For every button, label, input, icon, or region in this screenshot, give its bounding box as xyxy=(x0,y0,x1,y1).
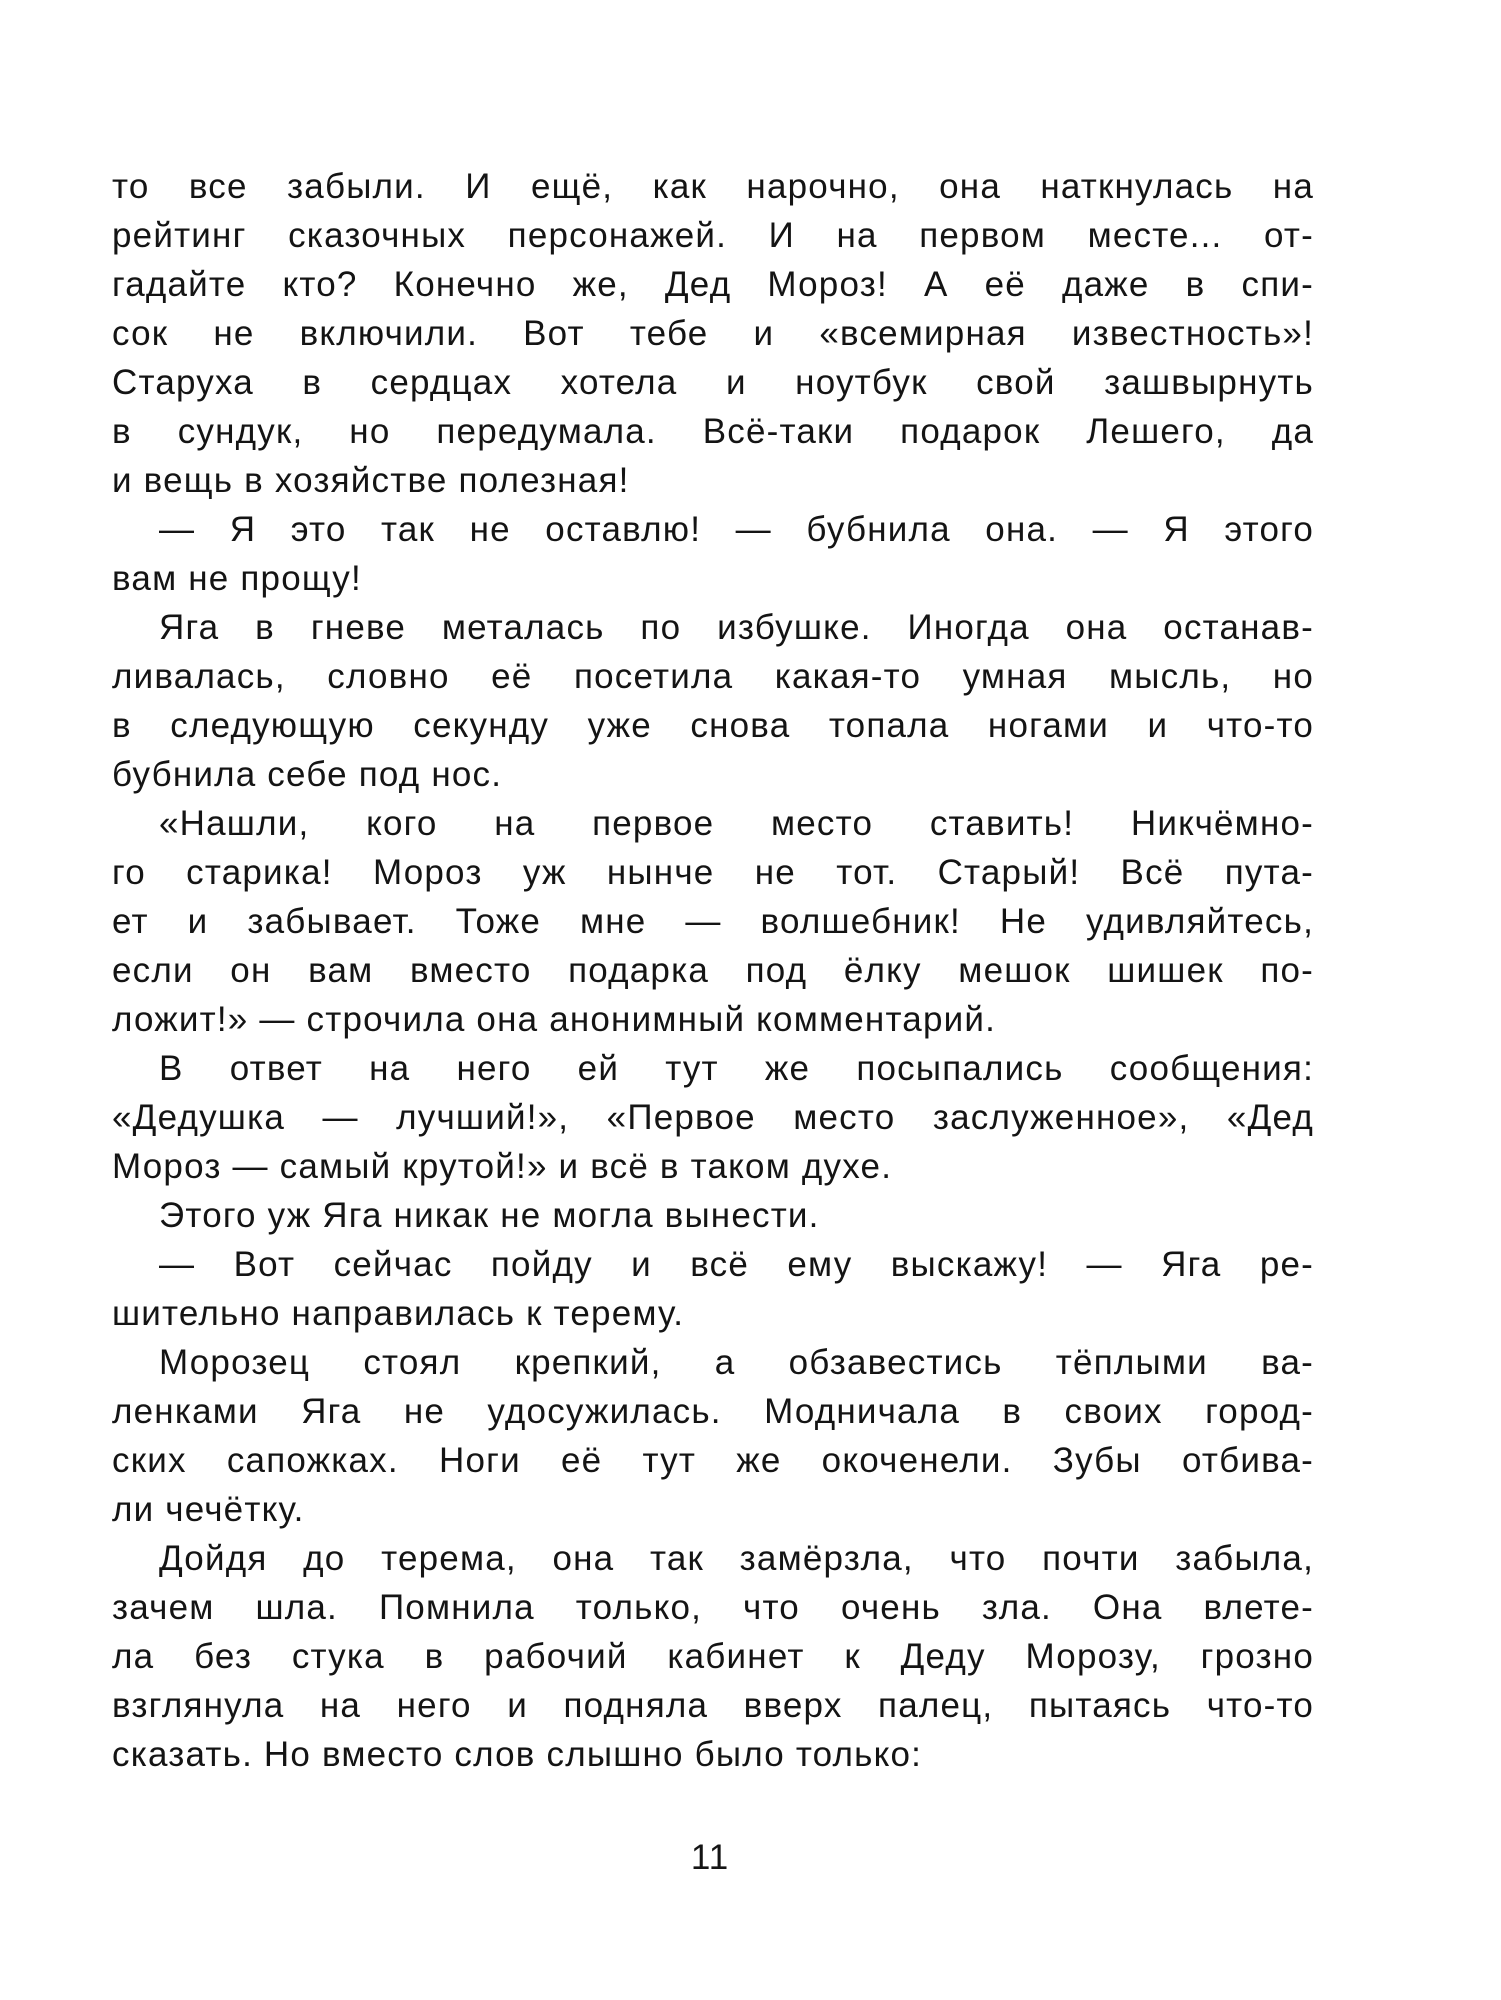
text-line: ливалась, словно её посетила какая-то умная мысль, но xyxy=(112,657,1314,696)
text-line: Мороз — самый крутой!» и всё в таком духе. xyxy=(112,1147,893,1186)
text-line: бубнила себе под нос. xyxy=(112,755,503,794)
text-line: вам не прощу! xyxy=(112,559,362,598)
text-line: сказать. Но вместо слов слышно было только: xyxy=(112,1735,923,1774)
text-line: Яга в гневе металась по избушке. Иногда она останав- xyxy=(159,608,1314,647)
text-line: Этого уж Яга никак не могла вынести. xyxy=(159,1196,820,1235)
paragraph xyxy=(112,505,1314,603)
text-line: то все забыли. И ещё, как нарочно, она наткнулась на xyxy=(112,167,1314,206)
paragraph xyxy=(112,162,1314,505)
text-line: взглянула на него и подняла вверх палец, пытаясь что-то xyxy=(112,1686,1314,1725)
text-line: В ответ на него ей тут же посыпались сообщения: xyxy=(159,1049,1314,1088)
page-number: 11 xyxy=(690,1838,730,1877)
text-line: гадайте кто? Конечно же, Дед Мороз! А её даже в спи- xyxy=(112,265,1314,304)
text-line: — Я это так не оставлю! — бубнила она. — Я этого xyxy=(159,510,1314,549)
paragraph xyxy=(112,1534,1314,1779)
paragraph xyxy=(112,1240,1314,1338)
text-line: рейтинг сказочных персонажей. И на первом месте... от- xyxy=(112,216,1314,255)
text-line: если он вам вместо подарка под ёлку мешок шишек по- xyxy=(112,951,1314,990)
paragraph xyxy=(112,1191,1314,1240)
text-line: шительно направилась к терему. xyxy=(112,1294,685,1333)
text-line: ет и забывает. Тоже мне — волшебник! Не удивляйтесь, xyxy=(112,902,1314,941)
text-line: «Нашли, кого на первое место ставить! Никчёмно- xyxy=(159,804,1314,843)
text-line: Морозец стоял крепкий, а обзавестись тёплыми ва- xyxy=(159,1343,1314,1382)
text-line: ложит!» — строчила она анонимный комментарий. xyxy=(112,1000,997,1039)
paragraph xyxy=(112,799,1314,1044)
text-line: «Дедушка — лучший!», «Первое место заслуженное», «Дед xyxy=(112,1098,1314,1137)
text-line: Дойдя до терема, она так замёрзла, что почти забыла, xyxy=(159,1539,1314,1578)
text-line: ленками Яга не удосужилась. Модничала в своих город- xyxy=(112,1392,1314,1431)
text-line: Старуха в сердцах хотела и ноутбук свой зашвырнуть xyxy=(112,363,1314,402)
text-line: го старика! Мороз уж нынче не тот. Старый! Всё пута- xyxy=(112,853,1314,892)
text-line: ла без стука в рабочий кабинет к Деду Морозу, грозно xyxy=(112,1637,1314,1676)
text-line: зачем шла. Помнила только, что очень зла. Она влете- xyxy=(112,1588,1314,1627)
paragraph xyxy=(112,1044,1314,1191)
text-body xyxy=(112,162,1314,1779)
text-line: в следующую секунду уже снова топала ногами и что-то xyxy=(112,706,1314,745)
text-line: — Вот сейчас пойду и всё ему выскажу! — Яга ре- xyxy=(159,1245,1314,1284)
text-line: ли чечётку. xyxy=(112,1490,305,1529)
text-line: сок не включили. Вот тебе и «всемирная известность»! xyxy=(112,314,1314,353)
text-line: и вещь в хозяйстве полезная! xyxy=(112,461,630,500)
paragraph xyxy=(112,1338,1314,1534)
paragraph xyxy=(112,603,1314,799)
text-line: в сундук, но передумала. Всё-таки подарок Лешего, да xyxy=(112,412,1314,451)
text-line: ских сапожках. Ноги её тут же окоченели. Зубы отбива- xyxy=(112,1441,1314,1480)
